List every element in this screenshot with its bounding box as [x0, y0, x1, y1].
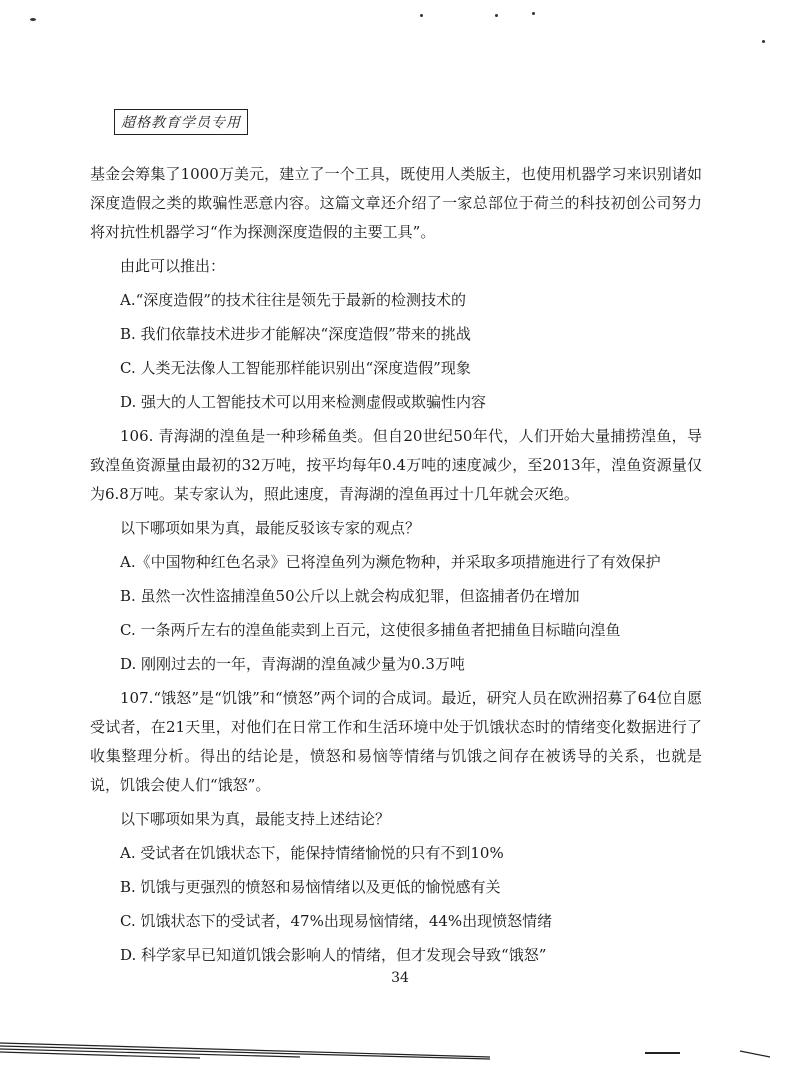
q106-option-b: B. 虽然一次性盗捕湟鱼50公斤以上就会构成犯罪，但盗捕者仍在增加	[120, 587, 580, 605]
q105-option-b: B. 我们依靠技术进步才能解决“深度造假”带来的挑战	[120, 325, 471, 343]
q105-prompt: 由此可以推出：	[120, 257, 226, 275]
q106-option-a: A.《中国物种红色名录》已将湟鱼列为濒危物种，并采取多项措施进行了有效保护	[120, 553, 661, 571]
scan-edge-lines	[0, 1035, 800, 1067]
scan-line	[0, 1043, 490, 1057]
scan-line	[740, 1051, 770, 1057]
q105-option-c: C. 人类无法像人工智能那样能识别出“深度造假”现象	[120, 359, 471, 377]
q107-option-b: B. 饥饿与更强烈的愤怒和易恼情绪以及更低的愉悦感有关	[120, 878, 501, 896]
q107-option-c: C. 饥饿状态下的受试者，47%出现易恼情绪，44%出现愤怒情绪	[120, 912, 553, 930]
scan-speck	[762, 40, 765, 43]
q106-stem: 106. 青海湖的湟鱼是一种珍稀鱼类。但自20世纪50年代，人们开始大量捕捞湟鱼，导致湟鱼资源量由最初的32万吨，按平均每年0.4万吨的速度减少，至2013年，湟鱼资源量仅为6.8万吨。某专家认为，照此速度，青海湖的湟鱼再过十几年就会灭绝。	[90, 427, 702, 503]
q107-option-d: D. 科学家早已知道饥饿会影响人的情绪，但才发现会导致“饿怒”	[120, 946, 547, 964]
scan-speck	[495, 14, 498, 17]
document-body	[90, 160, 702, 975]
page-number: 34	[391, 970, 409, 986]
scan-speck	[532, 12, 535, 15]
q107-stem: 107.“饿怒”是“饥饿”和“愤怒”两个词的合成词。最近，研究人员在欧洲招募了64位自愿受试者，在21天里，对他们在日常工作和生活环境中处于饥饿状态时的情绪变化数据进行了收集整理分析。得出的结论是，愤怒和易恼等情绪与饥饿之间存在被诱导的关系，也就是说，饥饿会使人们“饿怒”。	[90, 689, 702, 794]
q106-option-d: D. 刚刚过去的一年，青海湖的湟鱼减少量为0.3万吨	[120, 655, 465, 673]
intro-paragraph: 基金会筹集了1000万美元，建立了一个工具，既使用人类版主，也使用机器学习来识别诸如深度造假之类的欺骗性恶意内容。这篇文章还介绍了一家总部位于荷兰的科技初创公司努力将对抗性机器学习“作为探测深度造假的主要工具”。	[90, 165, 702, 241]
scan-speck	[420, 14, 423, 17]
q107-option-a: A. 受试者在饥饿状态下，能保持情绪愉悦的只有不到10%	[120, 844, 504, 862]
watermark-stamp: 超格教育学员专用	[114, 109, 248, 135]
q106-prompt: 以下哪项如果为真，最能反驳该专家的观点？	[120, 519, 421, 537]
q105-option-d: D. 强大的人工智能技术可以用来检测虚假或欺骗性内容	[120, 393, 487, 411]
scan-speck	[30, 18, 36, 21]
q106-option-c: C. 一条两斤左右的湟鱼能卖到上百元，这使很多捕鱼者把捕鱼目标瞄向湟鱼	[120, 621, 621, 639]
q107-prompt: 以下哪项如果为真，最能支持上述结论？	[120, 810, 391, 828]
q105-option-a: A.“深度造假”的技术往往是领先于最新的检测技术的	[120, 291, 466, 309]
scan-line	[0, 1052, 200, 1058]
scan-line	[0, 1046, 490, 1059]
